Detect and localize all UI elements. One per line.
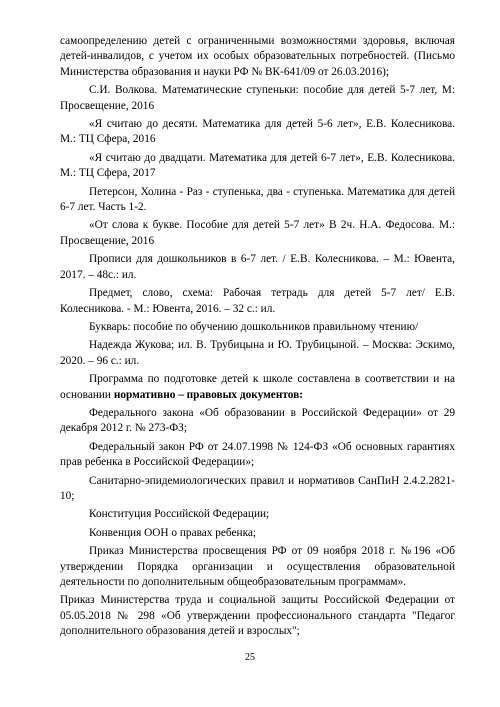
program-intro-text: Программа по подготовке детей к школе составлена в соответствии и на основании <box>60 373 455 401</box>
document-sanpin: Санитарно-эпидемиологических правил и нормативов СанПиН 2.4.2.2821-10; <box>60 474 455 502</box>
reference-volkova: С.И. Волкова. Математические ступеньки: пособие для детей 5-7 лет, М: Просвещение, 2016 <box>60 84 455 112</box>
reference-fedosova: «От слова к букве. Пособие для детей 5-7 лет» В 2ч. Н.А. Федосова. М.: Просвещение, 2016 <box>60 219 455 247</box>
reference-zhukova: Надежда Жукова; ил. В. Трубицына и Ю. Трубицыной. – Москва: Эскимо, 2020. – 96 с.: ил. <box>60 339 455 367</box>
reference-peterson: Петерсон, Холина - Раз - ступенька, два - ступенька. Математика для детей 6-7 лет. Часть 1-2. <box>60 185 455 214</box>
reference-workbook: Предмет, слово, схема: Рабочая тетрадь для детей 5-7 лет/ Е.В. Колесникова. - М.: Ювента, 2016. – 32 с.: ил. <box>60 287 455 315</box>
reference-propisi: Прописи для дошкольников в 6-7 лет. / Е.В. Колесникова. – М.: Ювента, 2017. – 48с.: ил. <box>60 253 455 281</box>
page-content <box>60 34 455 643</box>
document-order-298: Приказ Министерства труда и социальной защиты Российской Федерации от 05.05.2018 № 298 «Об утверждении профессионального стандарта "Педагог дополнительного образования детей и взрослых"; <box>60 594 455 638</box>
document-constitution: Конституция Российской Федерации; <box>89 508 270 521</box>
document-federal-law-education: Федерального закона «Об образовании в Российской Федерации» от 29 декабря 2012 г. № 273-ФЗ; <box>60 406 455 435</box>
document-un-convention: Конвенция ООН о правах ребенка; <box>89 526 257 539</box>
program-intro-bold: нормативно – правовых документов: <box>113 388 303 401</box>
reference-count-to-twenty: «Я считаю до двадцати. Математика для детей 6-7 лет», Е.В. Колесникова. М.: ТЦ Сфера, 2017 <box>60 151 455 180</box>
paragraph-continuation: самоопределению детей с ограниченными возможностями здоровья, включая детей-инвалидов, с учетом их особых образовательных потребностей. (Письмо Министерства образования и науки РФ № ВК-641/09 от 26.03.2016); <box>60 35 455 78</box>
document-federal-law-child-rights: Федеральный закон РФ от 24.07.1998 № 124-ФЗ «Об основных гарантиях прав ребенка в Российской Федерации»; <box>60 440 455 469</box>
page-number: 25 <box>245 652 255 663</box>
reference-count-to-ten: «Я считаю до десяти. Математика для детей 5-6 лет», Е.В. Колесникова. М.: ТЦ Сфера, 2016 <box>60 118 455 146</box>
program-intro <box>60 372 455 403</box>
reference-bukvar: Букварь: пособие по обучению дошкольников правильному чтению/ <box>89 320 419 333</box>
document-order-196: Приказ Министерства просвещения РФ от 09 ноября 2018 г. №196 «Об утверждении Порядка организации и осуществления образовательной деятельности по дополнительным общеобразовательным программам». <box>60 545 455 588</box>
